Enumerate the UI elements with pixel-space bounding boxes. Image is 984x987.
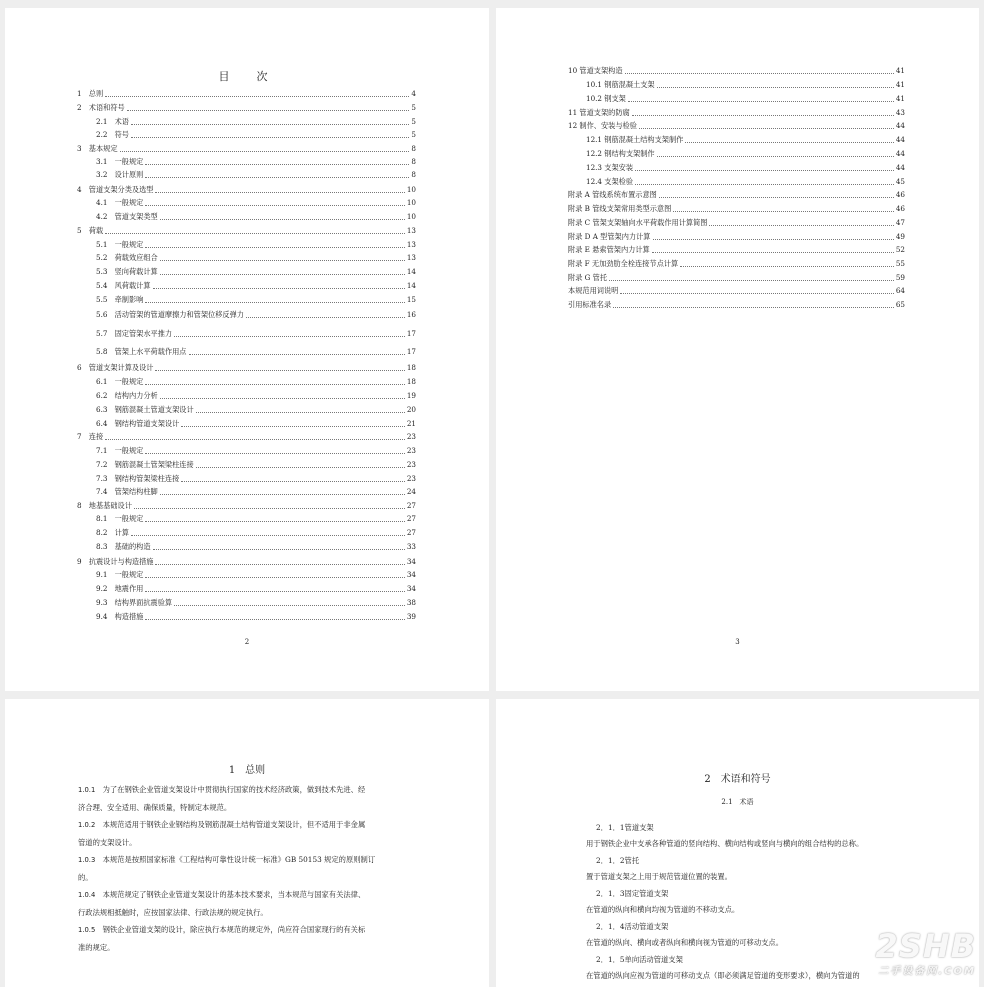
toc-entry[interactable] (96, 212, 416, 222)
toc-entry[interactable] (568, 108, 905, 118)
clause-number: 1.0.3 (78, 856, 96, 864)
toc-entry-label: 9.1 一般规定 (96, 570, 144, 579)
toc-entry[interactable] (96, 570, 416, 580)
toc-entry-page: 23 (406, 460, 416, 469)
toc-leader-dots (709, 225, 893, 226)
term-heading: 2．1．3固定管道支架 (596, 889, 669, 898)
clause-paragraph (78, 851, 375, 886)
toc-leader-dots (105, 96, 409, 97)
toc-entry-page: 33 (406, 542, 416, 551)
toc-entry-label: 引用标准名录 (568, 300, 612, 309)
toc-leader-dots (657, 156, 894, 157)
clause-number: 1.0.4 (78, 891, 96, 899)
toc-entry-page: 18 (406, 377, 416, 386)
toc-entry-page: 46 (895, 204, 905, 213)
toc-entry-label: 5.3 竖向荷载计算 (96, 267, 158, 276)
toc-entry-label: 10 管道支架构造 (568, 66, 623, 75)
toc-entry[interactable] (77, 557, 416, 567)
toc-entry-label: 9.3 结构界面抗震验算 (96, 598, 173, 607)
toc-entry-page: 23 (406, 446, 416, 455)
clause-text: 本规范规定了钢铁企业管道支架设计的基本技术要求，当本规范与国家有关法律、 (102, 890, 366, 899)
toc-leader-dots (673, 211, 894, 212)
toc-entry-page: 5 (411, 130, 416, 139)
clause-paragraph (78, 781, 365, 816)
toc-entry[interactable] (96, 391, 416, 401)
toc-leader-dots (155, 370, 404, 371)
toc-entry-page: 43 (895, 108, 905, 117)
toc-entry-page: 5 (411, 103, 416, 112)
toc-entry-page: 4 (411, 89, 416, 98)
toc-entry[interactable] (77, 363, 416, 373)
toc-entry[interactable] (96, 528, 416, 538)
toc-entry-label: 附录 C 管架支架轴向水平荷载作用计算简图 (568, 218, 708, 227)
toc-entry[interactable] (77, 103, 416, 113)
term-heading: 2．1．4活动管道支架 (596, 922, 669, 931)
toc-entry-label: 7.4 管架结构柱脚 (96, 487, 158, 496)
toc-entry-label: 2.2 符号 (96, 130, 129, 139)
toc-leader-dots (155, 192, 404, 193)
toc-entry-label: 9.2 地震作用 (96, 584, 144, 593)
toc-entry[interactable] (586, 80, 905, 90)
toc-entry-page: 41 (895, 66, 905, 75)
clause-number: 1.0.1 (78, 786, 96, 794)
toc-entry-page: 45 (895, 177, 905, 186)
toc-leader-dots (145, 384, 404, 385)
toc-entry-page: 44 (895, 121, 905, 130)
toc-entry[interactable] (77, 501, 416, 511)
toc-entry[interactable] (568, 300, 905, 310)
toc-entry[interactable] (568, 66, 905, 76)
toc-entry-page: 49 (895, 232, 905, 241)
watermark-logo: 2SHB (875, 927, 976, 965)
toc-entry-label: 11 管道支架的防腐 (568, 108, 630, 117)
toc-entry-label: 附录 G 管托 (568, 273, 608, 282)
toc-entry-page: 10 (406, 185, 416, 194)
toc-entry-label: 10.2 钢支架 (586, 94, 626, 103)
section-title-terms: 2.1 术语 (721, 798, 754, 806)
toc-leader-dots (160, 494, 405, 495)
toc-leader-dots (145, 302, 404, 303)
clause-line: 准的规定。 (78, 943, 115, 952)
toc-leader-dots (174, 605, 405, 606)
toc-entry-label: 3.1 一般规定 (96, 157, 144, 166)
toc-entry-page: 47 (895, 218, 905, 227)
clause-text: 钢铁企业管道支架的设计，除应执行本规范的规定外，尚应符合国家现行的有关标 (102, 925, 366, 934)
toc-entry[interactable] (568, 273, 905, 283)
toc-title: 目 次 (218, 70, 276, 83)
toc-entry[interactable] (77, 226, 416, 236)
clause-line: 管道的支架设计。 (78, 838, 137, 847)
toc-entry-label: 2.1 术语 (96, 117, 129, 126)
toc-entry-label: 本规范用词说明 (568, 286, 619, 295)
toc-leader-dots (131, 535, 405, 536)
toc-leader-dots (632, 115, 894, 116)
toc-entry-label: 8 地基基础设计 (77, 501, 132, 510)
toc-entry[interactable] (96, 542, 416, 552)
page-number-2: 3 (735, 638, 740, 646)
toc-leader-dots (145, 577, 404, 578)
toc-leader-dots (160, 274, 405, 275)
toc-entry-page: 16 (406, 310, 416, 319)
toc-entry-page: 13 (406, 240, 416, 249)
toc-entry-label: 附录 D A 型管架内力计算 (568, 232, 651, 241)
toc-entry-label: 5.7 固定管架水平推力 (96, 329, 173, 338)
toc-entry-page: 38 (406, 598, 416, 607)
toc-entry[interactable] (96, 419, 416, 429)
toc-entry[interactable] (96, 170, 416, 180)
clause-number: 1.0.2 (78, 821, 96, 829)
toc-entry[interactable] (96, 584, 416, 594)
clause-paragraph (78, 921, 365, 956)
toc-entry[interactable] (96, 612, 416, 622)
toc-entry-label: 附录 A 管线系统布置示意图 (568, 190, 657, 199)
document-page-1 (5, 8, 489, 691)
toc-entry-page: 41 (895, 94, 905, 103)
toc-entry[interactable] (568, 232, 905, 242)
toc-entry[interactable] (568, 245, 905, 255)
toc-leader-dots (613, 307, 894, 308)
toc-entry-page: 18 (406, 363, 416, 372)
toc-leader-dots (145, 521, 404, 522)
toc-entry-label: 附录 E 悬索管架内力计算 (568, 245, 650, 254)
toc-entry[interactable] (96, 130, 416, 140)
toc-leader-dots (653, 239, 894, 240)
clause-paragraph (78, 886, 365, 921)
toc-entry-label: 6.2 结构内力分析 (96, 391, 158, 400)
toc-entry[interactable] (568, 204, 905, 214)
site-watermark (875, 927, 976, 977)
toc-entry-label: 7.1 一般规定 (96, 446, 144, 455)
toc-entry-label: 7 连接 (77, 432, 104, 441)
toc-leader-dots (155, 564, 404, 565)
toc-entry[interactable] (568, 190, 905, 200)
toc-entry[interactable] (96, 157, 416, 167)
toc-entry-page: 20 (406, 405, 416, 414)
toc-entry[interactable] (96, 310, 416, 320)
toc-entry-page: 14 (406, 281, 416, 290)
clause-text: 为了在钢铁企业管道支架设计中贯彻执行国家的技术经济政策，做到技术先进、经 (102, 785, 366, 794)
toc-entry[interactable] (586, 177, 905, 187)
toc-entry-page: 19 (406, 391, 416, 400)
toc-entry-page: 13 (406, 253, 416, 262)
toc-leader-dots (196, 412, 405, 413)
toc-entry[interactable] (96, 347, 416, 357)
toc-entry-label: 7.2 钢筋混凝土管架梁柱连接 (96, 460, 194, 469)
clause-line (78, 851, 375, 869)
toc-entry-label: 7.3 钢结构管架梁柱连接 (96, 474, 180, 483)
toc-entry-label: 5.8 管架上水平荷载作用点 (96, 347, 187, 356)
toc-leader-dots (145, 205, 404, 206)
toc-entry-page: 65 (895, 300, 905, 309)
toc-entry-page: 52 (895, 245, 905, 254)
toc-leader-dots (620, 293, 894, 294)
toc-entry-label: 1 总则 (77, 89, 104, 98)
toc-leader-dots (160, 260, 405, 261)
toc-leader-dots (680, 266, 894, 267)
toc-leader-dots (659, 197, 894, 198)
toc-entry-page: 27 (406, 514, 416, 523)
toc-entry-page: 23 (406, 432, 416, 441)
toc-entry-page: 14 (406, 267, 416, 276)
toc-leader-dots (134, 508, 405, 509)
term-heading: 2．1．2管托 (596, 856, 640, 865)
toc-entry[interactable] (568, 121, 905, 131)
toc-entry-label: 4.1 一般规定 (96, 198, 144, 207)
toc-entry[interactable] (96, 405, 416, 415)
toc-entry-label: 5.4 风荷载计算 (96, 281, 151, 290)
toc-entry[interactable] (586, 94, 905, 104)
toc-leader-dots (153, 288, 405, 289)
toc-entry-page: 44 (895, 135, 905, 144)
toc-entry-label: 12.2 钢结构支架制作 (586, 149, 655, 158)
toc-entry-label: 4.2 管道支架类型 (96, 212, 158, 221)
toc-entry-label: 12 制作、安装与检验 (568, 121, 637, 130)
toc-entry-label: 6.3 钢筋混凝土管道支架设计 (96, 405, 194, 414)
toc-leader-dots (657, 87, 894, 88)
toc-entry[interactable] (586, 149, 905, 159)
toc-entry-page: 64 (895, 286, 905, 295)
toc-leader-dots (145, 619, 404, 620)
toc-entry[interactable] (77, 89, 416, 99)
toc-leader-dots (174, 336, 405, 337)
toc-entry[interactable] (96, 460, 416, 470)
term-definition: 在管道的纵向和横向均视为管道的不移动支点。 (586, 905, 740, 914)
toc-leader-dots (160, 398, 405, 399)
toc-entry[interactable] (96, 329, 416, 339)
toc-entry-page: 8 (411, 170, 416, 179)
toc-entry-page: 13 (406, 226, 416, 235)
clause-line: 济合理、安全适用、确保质量，特制定本规范。 (78, 803, 232, 812)
toc-entry-page: 8 (411, 157, 416, 166)
toc-entry-page: 17 (406, 329, 416, 338)
toc-entry-page: 55 (895, 259, 905, 268)
clause-line (78, 921, 365, 939)
toc-entry[interactable] (96, 117, 416, 127)
toc-entry-page: 27 (406, 528, 416, 537)
clause-line (78, 886, 365, 904)
toc-entry-label: 5.6 活动管架的管道摩擦力和管架位移反弹力 (96, 310, 244, 319)
toc-leader-dots (189, 354, 405, 355)
clause-line: 行政法规相抵触时，应按国家法律、行政法规的规定执行。 (78, 908, 268, 917)
clause-line (78, 781, 365, 799)
toc-leader-dots (127, 110, 410, 111)
toc-entry-page: 24 (406, 487, 416, 496)
toc-entry[interactable] (96, 253, 416, 263)
clause-line (78, 816, 365, 834)
toc-leader-dots (145, 591, 404, 592)
toc-entry-label: 5.2 荷载效应组合 (96, 253, 158, 262)
toc-leader-dots (105, 233, 405, 234)
toc-entry-label: 2 术语和符号 (77, 103, 125, 112)
toc-leader-dots (153, 549, 405, 550)
toc-entry-page: 21 (406, 419, 416, 428)
toc-leader-dots (635, 184, 894, 185)
clause-text: 本规范是按照国家标准《工程结构可靠性设计统一标准》GB 50153 规定的原则制订 (102, 855, 376, 864)
clause-number: 1.0.5 (78, 926, 96, 934)
toc-entry[interactable] (77, 432, 416, 442)
toc-entry-label: 12.1 钢筋混凝土结构支架制作 (586, 135, 684, 144)
toc-entry-page: 59 (895, 273, 905, 282)
chapter-title-general: 1 总则 (228, 765, 266, 776)
toc-entry[interactable] (96, 377, 416, 387)
document-page-2 (496, 8, 979, 691)
toc-entry-label: 9.4 构造措施 (96, 612, 144, 621)
toc-leader-dots (639, 128, 894, 129)
toc-entry[interactable] (77, 185, 416, 195)
clause-paragraph (78, 816, 365, 851)
toc-leader-dots (145, 164, 409, 165)
toc-entry-label: 6.4 钢结构管道支架设计 (96, 419, 180, 428)
toc-entry-page: 39 (406, 612, 416, 621)
toc-leader-dots (181, 426, 405, 427)
toc-entry-label: 12.4 支架检验 (586, 177, 634, 186)
toc-entry-label: 8.2 计算 (96, 528, 129, 537)
document-page-3 (5, 699, 489, 987)
toc-leader-dots (105, 439, 405, 440)
toc-entry-page: 10 (406, 198, 416, 207)
watermark-text: 二手设备网.COM (878, 966, 976, 977)
toc-leader-dots (635, 170, 894, 171)
toc-entry[interactable] (96, 487, 416, 497)
toc-leader-dots (196, 467, 405, 468)
clause-text: 本规范适用于钢铁企业钢结构及钢筋混凝土结构管道支架设计，但不适用于非金属 (102, 820, 366, 829)
toc-entry-label: 6.1 一般规定 (96, 377, 144, 386)
toc-leader-dots (181, 481, 405, 482)
term-definition: 在管道的纵向、横向或者纵向和横向视为管道的可移动支点。 (586, 938, 784, 947)
chapter-title-terms: 2 术语和符号 (704, 774, 771, 785)
term-definition: 在管道的纵向应视为管道的可移动支点（即必须满足管道的变形要求），横向为管道的 (586, 971, 860, 980)
toc-entry-page: 17 (406, 347, 416, 356)
toc-entry-label: 5.1 一般规定 (96, 240, 144, 249)
term-heading: 2．1．1管道支架 (596, 823, 654, 832)
toc-entry[interactable] (568, 259, 905, 269)
toc-entry[interactable] (586, 135, 905, 145)
toc-entry-label: 4 管道支架分类及选型 (77, 185, 154, 194)
term-definition: 置于管道支架之上用于规范管道位置的装置。 (586, 872, 732, 881)
toc-entry[interactable] (77, 144, 416, 154)
toc-leader-dots (145, 453, 404, 454)
toc-entry-page: 5 (411, 117, 416, 126)
toc-leader-dots (652, 252, 894, 253)
toc-entry-page: 34 (406, 584, 416, 593)
toc-entry-label: 9 抗震设计与构造措施 (77, 557, 154, 566)
toc-entry[interactable] (96, 446, 416, 456)
page-number-1: 2 (244, 638, 250, 646)
toc-entry[interactable] (96, 598, 416, 608)
toc-entry-page: 44 (895, 149, 905, 158)
toc-entry[interactable] (96, 198, 416, 208)
toc-entry[interactable] (96, 474, 416, 484)
toc-entry-label: 8.3 基础的构造 (96, 542, 151, 551)
toc-entry[interactable] (586, 163, 905, 173)
toc-entry-label: 5 荷载 (77, 226, 104, 235)
toc-entry-label: 附录 F 无加劲肋全栓连接节点计算 (568, 259, 679, 268)
toc-leader-dots (131, 137, 409, 138)
toc-leader-dots (246, 317, 405, 318)
toc-entry-label: 5.5 牵制影响 (96, 295, 144, 304)
toc-entry-label: 3 基本规定 (77, 144, 118, 153)
toc-entry-page: 44 (895, 163, 905, 172)
toc-entry-page: 34 (406, 557, 416, 566)
toc-entry[interactable] (96, 514, 416, 524)
toc-leader-dots (628, 101, 894, 102)
toc-entry-page: 15 (406, 295, 416, 304)
toc-leader-dots (145, 247, 404, 248)
toc-entry-label: 6 管道支架计算及设计 (77, 363, 154, 372)
toc-entry-label: 12.3 支架安装 (586, 163, 634, 172)
toc-entry-page: 23 (406, 474, 416, 483)
toc-entry-page: 10 (406, 212, 416, 221)
toc-entry[interactable] (96, 295, 416, 305)
toc-leader-dots (120, 151, 410, 152)
toc-entry-page: 46 (895, 190, 905, 199)
toc-entry-label: 附录 B 管线支架常用类型示意图 (568, 204, 672, 213)
toc-entry-label: 10.1 钢筋混凝土支架 (586, 80, 655, 89)
toc-entry[interactable] (96, 240, 416, 250)
toc-entry-page: 8 (411, 144, 416, 153)
toc-entry[interactable] (568, 286, 905, 296)
toc-entry-label: 3.2 设计原则 (96, 170, 144, 179)
toc-leader-dots (145, 177, 409, 178)
toc-entry-page: 27 (406, 501, 416, 510)
toc-leader-dots (625, 73, 894, 74)
toc-leader-dots (160, 219, 405, 220)
clause-line: 的。 (78, 873, 93, 882)
toc-entry-label: 8.1 一般规定 (96, 514, 144, 523)
toc-entry-page: 34 (406, 570, 416, 579)
toc-leader-dots (609, 280, 894, 281)
toc-leader-dots (685, 142, 893, 143)
toc-entry[interactable] (96, 267, 416, 277)
toc-entry[interactable] (96, 281, 416, 291)
toc-leader-dots (131, 124, 409, 125)
toc-entry[interactable] (568, 218, 905, 228)
term-heading: 2．1．5单向活动管道支架 (596, 955, 683, 964)
term-definition: 用于钢铁企业中支承各种管道的竖向结构、横向结构或竖向与横向的组合结构的总称。 (586, 839, 864, 848)
toc-entry-page: 41 (895, 80, 905, 89)
